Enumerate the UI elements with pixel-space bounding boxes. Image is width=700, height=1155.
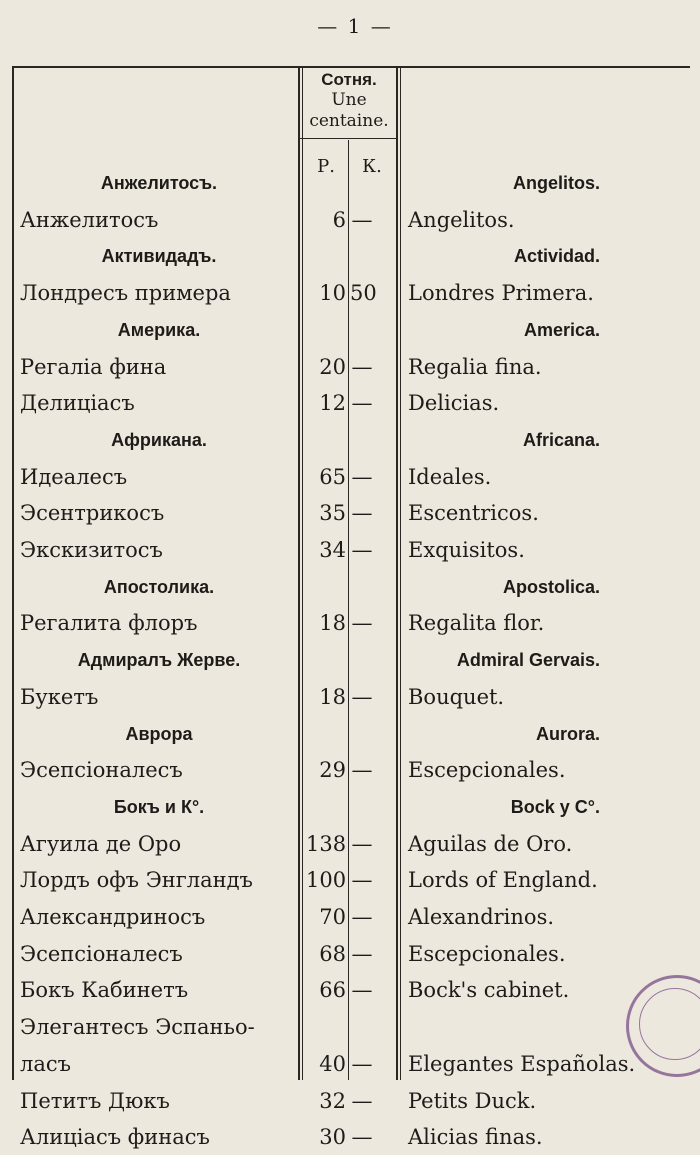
price-row <box>0 495 700 531</box>
item-price-kop: — <box>351 1051 373 1076</box>
item-name-lat: Escepcionales. <box>408 758 566 783</box>
price-row <box>0 752 700 788</box>
item-price-rub: 12 <box>319 391 346 416</box>
heading-ru: Анжелитосъ. <box>100 173 218 193</box>
item-name-lat: Exquisitos. <box>408 538 525 562</box>
header-underline <box>300 138 398 139</box>
section-heading-row <box>0 422 700 458</box>
heading-ru: Африкана. <box>111 429 207 450</box>
price-row <box>0 679 700 715</box>
heading-lat: America. <box>523 319 600 340</box>
item-name-ru: Регалита флоръ <box>20 611 198 636</box>
heading-lat: Apostolica. <box>502 576 600 597</box>
price-row <box>0 1083 700 1119</box>
item-name-ru: Идеалесъ <box>20 464 128 489</box>
price-row <box>0 459 700 495</box>
heading-ru: Апостолика. <box>103 576 215 597</box>
item-price-rub: 30 <box>319 1125 346 1150</box>
heading-ru: Америка. <box>117 319 201 340</box>
item-name-lat: Bouquet. <box>408 684 505 709</box>
price-row <box>0 862 700 898</box>
section-heading-row <box>0 642 700 678</box>
header-title: Сотня. <box>321 70 377 89</box>
price-row <box>0 275 700 311</box>
item-price-rub: 29 <box>319 758 346 783</box>
page-number: — 1 — <box>317 14 393 38</box>
item-price-kop: — <box>351 354 373 379</box>
item-name-lat: Regalia fina. <box>408 354 542 379</box>
price-row <box>0 349 700 385</box>
item-name-lat: Elegantes Españolas. <box>408 1051 636 1076</box>
header-rub: Р. <box>317 156 335 177</box>
heading-ru: Бокъ и К°. <box>113 796 205 817</box>
item-price-rub: 138 <box>306 831 347 856</box>
item-name-lat: Bock's cabinet. <box>408 978 570 1003</box>
item-name-ru: Эсепсіоналесъ <box>20 941 183 966</box>
item-name-ru: Эсентрикосъ <box>20 501 165 526</box>
item-name-ru: Лондресъ примера <box>20 281 231 306</box>
item-name-lat: Londres Primera. <box>408 281 594 306</box>
price-row <box>0 202 700 238</box>
item-price-kop: — <box>351 1088 373 1113</box>
item-price-kop: — <box>351 758 373 783</box>
heading-lat: Actividad. <box>513 246 600 267</box>
price-row <box>0 385 700 421</box>
heading-lat: Africana. <box>522 429 600 450</box>
item-name-lat: Angelitos. <box>408 207 515 232</box>
item-name-lat: Ideales. <box>408 464 492 489</box>
item-name-lat: Delicias. <box>408 391 500 416</box>
price-row <box>0 1009 700 1045</box>
item-name-ru: Регаліа фина <box>20 354 167 379</box>
item-price-rub: 10 <box>319 281 346 306</box>
item-price-kop: — <box>351 684 373 709</box>
item-price-rub: 40 <box>319 1051 346 1076</box>
price-row <box>0 899 700 935</box>
header-kop: К. <box>362 156 382 177</box>
item-name-lat: Petits Duck. <box>408 1088 537 1113</box>
item-price-kop: — <box>351 464 373 489</box>
price-row <box>0 605 700 641</box>
item-price-rub: 70 <box>319 905 346 929</box>
item-price-kop: — <box>351 868 373 893</box>
heading-ru: Адмиралъ Жерве. <box>77 650 241 671</box>
item-price-kop: — <box>351 391 373 416</box>
item-name-ru: ласъ <box>20 1051 71 1076</box>
price-row <box>0 532 700 568</box>
price-row <box>0 972 700 1008</box>
item-name-ru: Александриносъ <box>20 905 206 929</box>
item-name-lat: Escentricos. <box>408 501 539 526</box>
heading-ru: Аврора <box>125 723 193 744</box>
item-price-kop: — <box>351 831 373 856</box>
item-name-ru: Анжелитосъ <box>20 207 159 232</box>
item-name-lat: Regalita flor. <box>408 611 545 636</box>
item-name-lat: Alicias finas. <box>408 1125 543 1150</box>
item-price-kop: — <box>351 905 373 929</box>
item-name-ru: Букетъ <box>20 684 99 709</box>
item-price-kop: — <box>351 978 373 1003</box>
item-price-kop: — <box>351 538 373 562</box>
price-row <box>0 1119 700 1155</box>
item-name-ru: Лордъ офъ Энгландъ <box>20 868 253 893</box>
item-price-rub: 34 <box>319 538 346 562</box>
item-price-kop: — <box>351 611 373 636</box>
price-row <box>0 1046 700 1082</box>
item-price-kop: — <box>351 941 373 966</box>
item-name-ru: Эсепсіоналесъ <box>20 758 183 783</box>
section-heading-row <box>0 789 700 825</box>
item-price-rub: 20 <box>319 354 346 379</box>
section-heading-row <box>0 312 700 348</box>
item-name-ru: Бокъ Кабинетъ <box>20 978 189 1003</box>
column-header <box>302 70 396 132</box>
item-name-lat: Alexandrinos. <box>408 905 555 929</box>
item-price-rub: 65 <box>319 464 346 489</box>
item-name-ru: Элегантесъ Эспаньо- <box>20 1015 255 1040</box>
item-price-rub: 6 <box>332 207 346 232</box>
item-name-lat: Lords of England. <box>408 868 598 893</box>
item-name-lat: Aguilas de Oro. <box>408 831 573 856</box>
item-price-kop: 50 <box>350 281 377 306</box>
heading-lat: Bock y C°. <box>510 796 600 817</box>
item-price-rub: 100 <box>306 868 347 893</box>
item-price-rub: 68 <box>319 941 346 966</box>
heading-ru: Активидадъ. <box>101 246 217 267</box>
heading-lat: Admiral Gervais. <box>456 650 600 671</box>
item-price-kop: — <box>351 207 373 232</box>
top-rule <box>12 66 690 68</box>
item-price-kop: — <box>351 1125 373 1150</box>
heading-lat: Aurora. <box>535 723 600 744</box>
header-sub-1: Une <box>331 90 367 110</box>
item-name-ru: Экскизитосъ <box>20 538 163 562</box>
item-name-ru: Петитъ Дюкъ <box>20 1088 170 1113</box>
item-name-lat: Escepcionales. <box>408 941 566 966</box>
item-name-ru: Делиціасъ <box>20 391 135 416</box>
price-row <box>0 826 700 862</box>
item-price-rub: 32 <box>319 1088 346 1113</box>
item-price-rub: 18 <box>319 684 346 709</box>
item-price-rub: 66 <box>319 978 346 1003</box>
section-heading-row <box>0 716 700 752</box>
header-sub-2: centaine. <box>309 111 389 131</box>
section-heading-row <box>0 569 700 605</box>
section-heading-row <box>0 238 700 274</box>
section-heading-row <box>0 165 700 201</box>
item-price-rub: 35 <box>319 501 346 526</box>
item-name-ru: Агуила де Оро <box>20 831 182 856</box>
price-row <box>0 936 700 972</box>
item-name-ru: Алиціасъ финасъ <box>20 1125 210 1150</box>
item-price-rub: 18 <box>319 611 346 636</box>
heading-lat: Angelitos. <box>512 173 600 193</box>
item-price-kop: — <box>351 501 373 526</box>
